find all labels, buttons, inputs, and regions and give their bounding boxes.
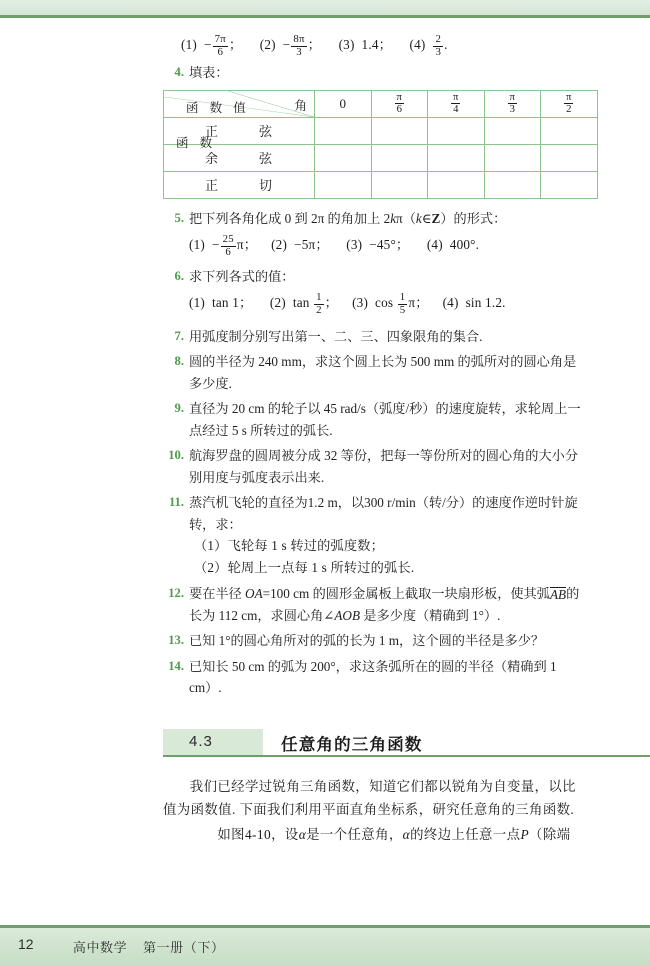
cell-tangent-2[interactable] — [428, 171, 485, 198]
exercise-6-text: 求下列各式的值： — [189, 268, 295, 284]
exercise-8-text: 圆的半径为 240 mm，求这个圆上长为 500 mm 的弧所对的圆心角是多少度. — [189, 354, 577, 391]
body-paragraph-1: 我们已经学过锐角三角函数，知道它们都以锐角为自变量，以比值为函数值. 下面我们利用平面直角坐标系，研究任意角的三角函数. — [163, 778, 576, 817]
section-heading — [163, 729, 583, 759]
cell-cosine-3[interactable] — [484, 144, 541, 171]
ex5-sub-2-label: (2) — [271, 237, 288, 253]
exercise-10-number: 10. — [168, 448, 184, 463]
ex5-sub-4-value: 400°. — [446, 237, 480, 253]
table-col-header-1 — [371, 90, 428, 117]
trig-fill-table — [163, 90, 598, 199]
cell-cosine-1[interactable] — [371, 144, 428, 171]
cell-tangent-3[interactable] — [484, 171, 541, 198]
table-col-header-2 — [428, 90, 485, 117]
exercise-6-number: 6. — [174, 268, 184, 283]
ex5-sub-1-value: − $\frac{25}{6}$ π； — [208, 233, 261, 259]
exercise-5 — [163, 208, 583, 230]
answer-3-label: (3) — [338, 37, 355, 53]
cell-tangent-1[interactable] — [371, 171, 428, 198]
ex5-sub-1-label: (1) — [189, 237, 205, 253]
table-row — [164, 117, 598, 144]
cell-sine-2[interactable] — [428, 117, 485, 144]
header-label-angle: 角 — [294, 98, 307, 113]
exercise-9-text: 直径为 20 cm 的轮子以 45 rad/s（弧度/秒）的速度旋转，求轮周上一点经过 5 s 所转过的弧长. — [189, 401, 581, 438]
cell-sine-0[interactable] — [315, 117, 372, 144]
cell-sine-1[interactable] — [371, 117, 428, 144]
answer-1-value: − $\frac{7\pi}{6}$ ； — [200, 33, 246, 58]
exercise-11-sub-2: （2）轮周上一点每 1 s 所转过的弧长. — [194, 560, 415, 576]
table-header-row — [164, 90, 598, 117]
content-column — [163, 18, 583, 846]
exercise-14-text: 已知长 50 cm 的弧为 200°，求这条弧所在的圆的半径（精确到 1 cm）. — [189, 658, 557, 696]
exercise-13-number: 13. — [168, 633, 184, 648]
ex6-sub-4-label: (4) — [442, 295, 459, 311]
ex5-sub-3-value: −45°； — [365, 237, 410, 253]
exercise-10 — [163, 445, 583, 488]
answer-2-label: (2) — [259, 37, 276, 53]
exercise-11-number: 11. — [168, 495, 184, 510]
exercise-10-text: 航海罗盘的圆周被分成 32 等份，把每一等份所对的圆心角的大小分别用度与弧度表示出来. — [189, 448, 579, 485]
cell-sine-4[interactable] — [541, 117, 598, 144]
row-label-sine: 正 弦 — [164, 117, 315, 144]
ex6-sub-3-label: (3) — [352, 295, 369, 311]
cell-sine-3[interactable] — [484, 117, 541, 144]
answer-2-value: − $\frac{8\pi}{3}$ ； — [279, 33, 325, 58]
exercise-4-number: 4. — [174, 65, 184, 80]
exercise-5-text: 把下列各角化成 0 到 2π 的角加上 2kπ（k∈Z）的形式： — [189, 210, 507, 226]
section-underline — [163, 755, 650, 758]
col-value-4: $\frac{\pi}{2}$ — [566, 91, 572, 116]
footer-book-name: 高中数学 — [72, 940, 128, 955]
body-paragraph-2: 如图4-10，设α是一个任意角，α的终边上任意一点P（除端 — [189, 826, 571, 842]
table-row — [164, 144, 598, 171]
exercise-11 — [163, 492, 583, 535]
answer-4-label: (4) — [409, 37, 426, 53]
page-body — [0, 18, 650, 925]
exercise-6-subitems — [163, 292, 583, 316]
ex5-sub-3-label: (3) — [346, 237, 363, 253]
ex6-sub-4-value: sin 1.2. — [462, 295, 506, 311]
exercise-5-subitems — [163, 234, 583, 258]
exercise-7 — [163, 326, 583, 348]
footer-volume: 第一册（下） — [142, 940, 225, 955]
exercise-9-number: 9. — [174, 401, 184, 416]
exercise-12 — [163, 583, 583, 626]
exercise-14-number: 14. — [168, 658, 184, 673]
cell-cosine-4[interactable] — [541, 144, 598, 171]
exercise-7-number: 7. — [174, 328, 184, 343]
footer-book-title — [45, 937, 225, 956]
answer-3-value: 1.4； — [358, 37, 393, 53]
col-value-2: $\frac{\pi}{4}$ — [453, 91, 459, 116]
exercise-8 — [163, 351, 583, 394]
fill-in-table-wrapper — [163, 90, 583, 199]
row-label-cosine: 余 弦 — [164, 144, 315, 171]
ex5-sub-4-label: (4) — [426, 237, 443, 253]
exercise-9 — [163, 398, 583, 441]
row-label-tangent: 正 切 — [164, 171, 315, 198]
answer-4-value: $\frac{2}{3}$ . — [435, 33, 448, 58]
exercise-14 — [163, 656, 583, 699]
page-footer — [0, 928, 650, 965]
col-value-3: $\frac{\pi}{3}$ — [509, 91, 515, 116]
exercise-11-sub-1: （1）飞轮每 1 s 转过的弧度数； — [194, 538, 385, 554]
table-col-header-0 — [315, 90, 372, 117]
cell-tangent-0[interactable] — [315, 171, 372, 198]
page-top-band — [0, 0, 650, 15]
exercise-13-text: 已知 1°的圆心角所对的弧的长为 1 m，这个圆的半径是多少？ — [189, 633, 545, 649]
ex6-sub-2-value: tan $\frac{1}{2}$ ； — [289, 291, 342, 316]
ex6-sub-2-label: (2) — [269, 295, 286, 311]
table-col-header-4 — [541, 90, 598, 117]
exercise-4-text: 填表： — [189, 65, 229, 81]
answer-1-label: (1) — [181, 37, 197, 53]
col-value-0: 0 — [339, 95, 346, 111]
section-number-chip — [163, 729, 263, 755]
table-row — [164, 171, 598, 198]
cell-cosine-2[interactable] — [428, 144, 485, 171]
ex6-sub-3-value: cos $\frac{1}{5}$ π； — [371, 291, 433, 316]
exercise-12-number: 12. — [168, 586, 184, 601]
exercise-13 — [163, 630, 583, 652]
section-title: 任意角的三角函数 — [281, 734, 423, 754]
exercise-8-number: 8. — [174, 354, 184, 369]
col-value-1: $\frac{\pi}{6}$ — [396, 91, 402, 116]
continued-answer-line — [163, 34, 583, 58]
page-number: 12 — [18, 936, 34, 952]
exercise-11-text: 蒸汽机飞轮的直径为1.2 m，以300 r/min（转/分）的速度作逆时针旋转，求： — [189, 495, 578, 532]
ex6-sub-1-label: (1) — [189, 295, 205, 311]
cell-cosine-0[interactable] — [315, 144, 372, 171]
section-number: 4.3 — [189, 732, 213, 750]
exercise-4 — [163, 62, 583, 84]
cell-tangent-4[interactable] — [541, 171, 598, 198]
exercise-5-number: 5. — [174, 210, 184, 225]
exercise-7-text: 用弧度制分别写出第一、二、三、四象限角的集合. — [189, 328, 483, 344]
ex5-sub-2-value: −5π； — [290, 237, 329, 253]
exercise-6 — [163, 266, 583, 288]
header-label-function: 函 数 — [176, 135, 217, 150]
table-col-header-3 — [484, 90, 541, 117]
ex6-sub-1-value: tan 1； — [208, 295, 253, 311]
exercise-12-text: 要在半径 OA=100 cm 的圆形金属板上截取一块扇形板，使其弧AB的长为 112 cm，求圆心角∠AOB 是多少度（精确到 1°）. — [189, 586, 580, 623]
header-label-function-value: 函 数 值 — [186, 100, 250, 115]
